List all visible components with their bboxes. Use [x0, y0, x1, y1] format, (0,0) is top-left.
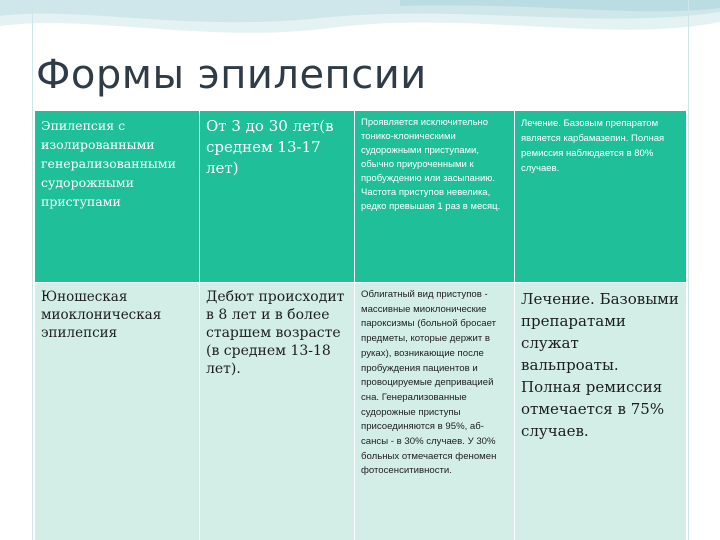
epilepsy-forms-table: [34, 110, 687, 540]
onset-age-cell: От 3 до 30 лет(в среднем 13-17 лет): [200, 111, 355, 283]
table-row: [35, 111, 687, 283]
description-cell: Проявляется исключительно тонико-клоническими судорожными приступами, обычно приуроченными к пробуждению или засыпанию. Частота приступов невелика, редко превышая 1 раз в месяц.: [355, 111, 515, 283]
right-frame-line: [688, 0, 689, 540]
onset-age-cell: Дебют происходит в 8 лет и в более старшем возрасте (в среднем 13-18 лет).: [200, 283, 355, 540]
form-name-cell: Юношеская миоклоническая эпилепсия: [35, 283, 200, 540]
form-name-cell: Эпилепсия с изолированными генерализованными судорожными приступами: [35, 111, 200, 283]
table-row: [35, 283, 687, 540]
description-cell: Облигатный вид приступов - массивные миоклонические пароксизмы (больной бросает предметы, которые держит в руках), возникающие после пробуждения пациентов и провоцируемые депривацией сна. Генерализованные судорожные приступы присоединяются в 95%, аб-сансы - в 30% случаев. У 30% больных отмечается феномен фотосенситивности.: [355, 283, 515, 540]
treatment-cell: Лечение. Базовым препаратом является карбамазепин. Полная ремиссия наблюдается в 80% случаев.: [515, 111, 687, 283]
slide-title: Формы эпилепсии: [36, 52, 427, 98]
treatment-cell: Лечение. Базовыми препаратами служат вальпроаты. Полная ремиссия отмечается в 75% случаев.: [515, 283, 687, 540]
left-frame-line: [32, 0, 33, 540]
header-wave-decoration: [0, 0, 720, 60]
